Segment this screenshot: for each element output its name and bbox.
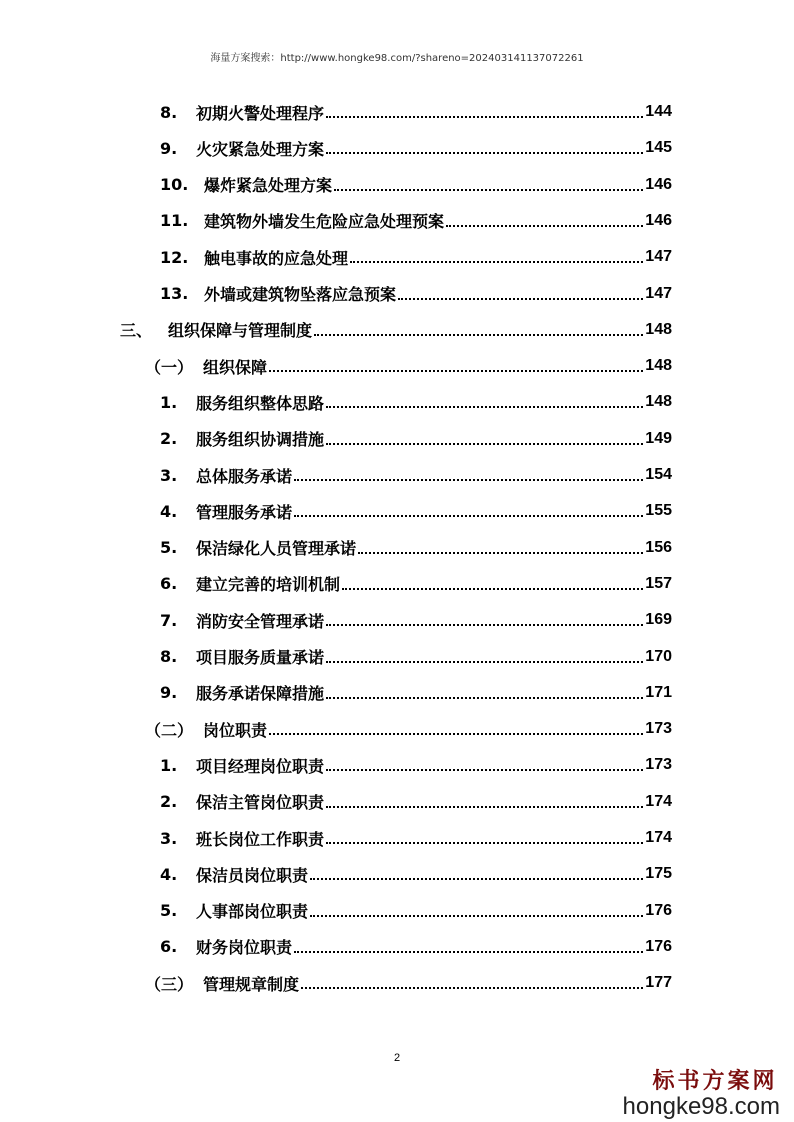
toc-entry-page: 157 <box>645 574 672 592</box>
toc-entry-number: 10. <box>160 175 189 195</box>
toc-entry-title: 管理规章制度 <box>203 974 300 994</box>
toc-entry-title: 保洁员岗位职责 <box>196 865 309 885</box>
toc-entry[interactable] <box>160 929 672 965</box>
toc-entry[interactable] <box>160 530 672 566</box>
toc-entry-page: 146 <box>645 175 672 193</box>
toc-entry-title: 火灾紧急处理方案 <box>196 139 325 159</box>
toc-entry-title: 管理服务承诺 <box>196 502 293 522</box>
toc-entry-number: 1. <box>160 755 178 775</box>
toc-entry-number: 5. <box>160 538 178 558</box>
toc-entry-number: 2. <box>160 792 178 812</box>
toc-entry[interactable] <box>160 94 672 130</box>
toc-dot-leader <box>350 261 643 263</box>
toc-entry-page: 147 <box>645 284 672 302</box>
toc-entry-page: 155 <box>645 502 672 520</box>
toc-entry-title: 岗位职责 <box>203 720 268 740</box>
toc-dot-leader <box>269 370 643 372</box>
toc-dot-leader <box>326 406 643 408</box>
toc-entry-page: 148 <box>645 393 672 411</box>
toc-entry-title: 班长岗位工作职责 <box>196 829 325 849</box>
toc-entry-number: 12. <box>160 247 189 267</box>
toc-entry-title: 保洁绿化人员管理承诺 <box>196 539 357 559</box>
toc-entry-title: 初期火警处理程序 <box>196 103 325 123</box>
toc-entry-page: 145 <box>645 139 672 157</box>
toc-entry[interactable] <box>145 348 672 384</box>
toc-entry[interactable] <box>145 711 672 747</box>
toc-entry[interactable] <box>160 747 672 783</box>
toc-entry[interactable] <box>160 457 672 493</box>
toc-dot-leader <box>326 116 643 118</box>
toc-entry-number: 4. <box>160 501 178 521</box>
toc-entry-title: 爆炸紧急处理方案 <box>204 176 333 196</box>
toc-entry-number: 9. <box>160 683 178 703</box>
toc-entry-title: 服务组织整体思路 <box>196 393 325 413</box>
toc-entry-number: 13. <box>160 284 189 303</box>
toc-entry-page: 169 <box>645 611 672 629</box>
toc-entry[interactable] <box>160 675 672 711</box>
toc-entry-title: 服务组织协调措施 <box>196 430 325 450</box>
toc-entry[interactable] <box>160 566 672 602</box>
toc-dot-leader <box>310 915 643 917</box>
toc-entry-number: 6. <box>160 574 178 594</box>
toc-entry-page: 156 <box>645 538 672 556</box>
toc-entry[interactable] <box>160 602 672 638</box>
toc-entry-page: 146 <box>645 211 672 229</box>
toc-entry[interactable] <box>160 820 672 856</box>
toc-dot-leader <box>326 624 643 626</box>
toc-entry-number: 7. <box>160 610 178 630</box>
watermark-cn-text: 标书方案网 <box>652 1068 778 1094</box>
toc-entry-page: 177 <box>645 974 672 992</box>
toc-entry-title: 财务岗位职责 <box>196 938 293 958</box>
toc-entry[interactable] <box>145 965 672 1001</box>
watermark-en-text: hongke98.com <box>622 1093 780 1120</box>
toc-entry[interactable] <box>160 276 672 312</box>
toc-entry-title: 项目服务质量承诺 <box>196 648 325 667</box>
toc-entry-page: 154 <box>645 466 672 483</box>
toc-entry-page: 148 <box>645 320 672 338</box>
toc-dot-leader <box>326 661 643 663</box>
toc-entry-page: 147 <box>645 248 672 266</box>
toc-dot-leader <box>326 152 643 154</box>
toc-entry-title: 组织保障 <box>203 357 268 377</box>
toc-dot-leader <box>326 842 643 844</box>
toc-dot-leader <box>398 298 643 300</box>
toc-entry-number: 3. <box>160 465 178 485</box>
toc-entry-number: 8. <box>160 102 178 122</box>
toc-entry-page: 149 <box>645 429 672 447</box>
toc-entry-number: 2. <box>160 429 178 449</box>
toc-entry-title: 总体服务承诺 <box>196 466 293 486</box>
toc-entry[interactable] <box>160 384 672 420</box>
toc-entry[interactable] <box>120 312 672 348</box>
toc-entry-number: （三） <box>145 974 194 994</box>
toc-entry-title: 保洁主管岗位职责 <box>196 793 325 813</box>
toc-entry-page: 148 <box>645 357 672 375</box>
toc-dot-leader <box>446 225 643 227</box>
toc-entry[interactable] <box>160 203 672 239</box>
toc-entry[interactable] <box>160 493 672 529</box>
toc-dot-leader <box>326 697 643 699</box>
toc-entry-page: 175 <box>645 865 672 883</box>
toc-dot-leader <box>314 334 643 336</box>
toc-entry[interactable] <box>160 893 672 929</box>
toc-entry-page: 144 <box>645 103 672 120</box>
toc-dot-leader <box>326 769 643 771</box>
toc-entry-page: 176 <box>645 937 672 955</box>
toc-entry-number: 9. <box>160 138 178 158</box>
toc-entry-title: 消防安全管理承诺 <box>196 611 325 631</box>
toc-entry[interactable] <box>160 130 672 166</box>
toc-entry-page: 174 <box>645 792 672 810</box>
toc-dot-leader <box>294 951 643 953</box>
toc-entry[interactable] <box>160 784 672 820</box>
toc-entry-title: 建立完善的培训机制 <box>196 575 341 595</box>
page-header: 海量方案搜索：http://www.hongke98.com/?shareno=202403141137072261 <box>210 53 584 64</box>
toc-entry-number: 1. <box>160 392 178 412</box>
toc-entry-title: 项目经理岗位职责 <box>196 756 325 776</box>
toc-entry-number: 4. <box>160 864 178 884</box>
toc-entry[interactable] <box>160 167 672 203</box>
toc-entry[interactable] <box>160 856 672 892</box>
toc-entry-title: 外墙或建筑物坠落应急预案 <box>204 285 397 304</box>
toc-entry-title: 服务承诺保障措施 <box>196 684 325 704</box>
toc-entry-number: 6. <box>160 937 178 957</box>
toc-dot-leader <box>326 443 643 445</box>
toc-entry-page: 171 <box>645 683 672 701</box>
toc-dot-leader <box>334 189 643 191</box>
toc-dot-leader <box>342 588 643 590</box>
toc-entry-page: 173 <box>645 720 672 738</box>
toc-entry-number: 8. <box>160 647 178 666</box>
toc-entry-number: 三、 <box>120 321 153 341</box>
toc-entry-title: 组织保障与管理制度 <box>168 321 313 341</box>
toc-entry-title: 触电事故的应急处理 <box>204 248 349 268</box>
toc-dot-leader <box>326 806 643 808</box>
toc-entry-page: 173 <box>645 756 672 774</box>
toc-entry[interactable] <box>160 421 672 457</box>
toc-dot-leader <box>310 878 643 880</box>
toc-dot-leader <box>294 479 643 481</box>
toc-entry-number: （二） <box>145 720 194 740</box>
toc-entry-number: 5. <box>160 901 178 921</box>
toc-entry-number: 11. <box>160 211 189 231</box>
toc-dot-leader <box>301 987 643 989</box>
toc-entry[interactable] <box>160 639 672 675</box>
toc-entry-number: （一） <box>145 357 194 377</box>
toc-entry-page: 170 <box>645 647 672 665</box>
toc-entry-page: 176 <box>645 901 672 919</box>
toc-entry-title: 建筑物外墙发生危险应急处理预案 <box>204 212 445 232</box>
watermark-logo <box>623 1064 780 1121</box>
toc-dot-leader <box>269 733 643 735</box>
toc-entry-title: 人事部岗位职责 <box>196 902 309 922</box>
toc-entry-page: 174 <box>645 829 672 846</box>
toc-dot-leader <box>358 552 643 554</box>
page-number: 2 <box>393 1052 401 1064</box>
toc-entry[interactable] <box>160 239 672 275</box>
toc-dot-leader <box>294 515 643 517</box>
toc-entry-number: 3. <box>160 828 178 848</box>
